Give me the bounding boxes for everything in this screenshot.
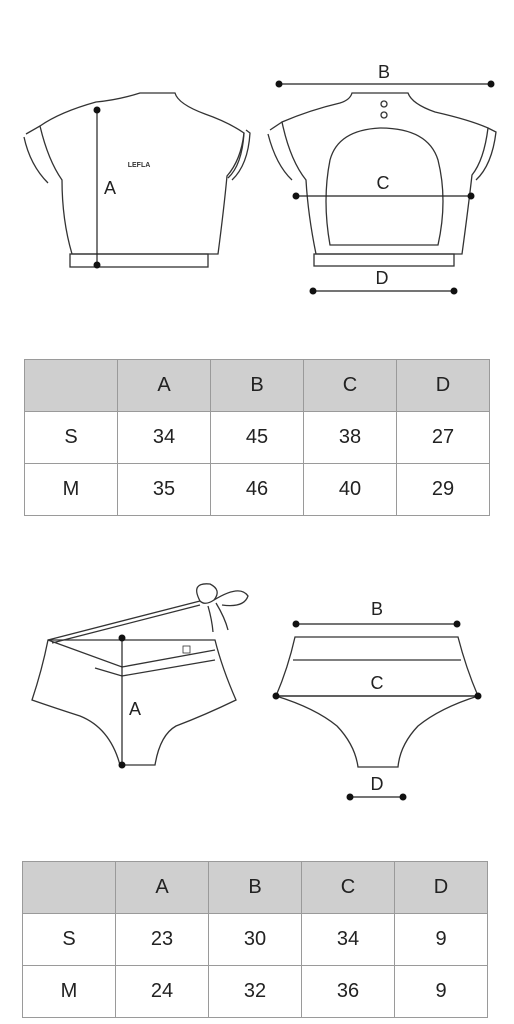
value-cell: 32 bbox=[209, 966, 302, 1018]
table-row bbox=[23, 966, 488, 1018]
value-cell: 23 bbox=[116, 914, 209, 966]
label-d: D bbox=[370, 774, 384, 794]
table-row bbox=[25, 412, 490, 464]
header-cell: D bbox=[395, 862, 488, 914]
brand-text: LEFLA bbox=[127, 162, 151, 169]
value-cell: 45 bbox=[211, 412, 304, 464]
label-b: B bbox=[370, 599, 384, 619]
table-row bbox=[25, 464, 490, 516]
measure-d-bottom bbox=[347, 774, 407, 801]
value-cell: 9 bbox=[395, 966, 488, 1018]
table-row bbox=[23, 914, 488, 966]
value-cell: 38 bbox=[304, 412, 397, 464]
measure-a-top bbox=[94, 107, 117, 269]
measure-b-bottom bbox=[293, 599, 461, 628]
value-cell: 46 bbox=[211, 464, 304, 516]
label-a: A bbox=[128, 699, 142, 719]
header-cell: A bbox=[118, 360, 211, 412]
header-cell: B bbox=[211, 360, 304, 412]
measure-c-top bbox=[293, 173, 475, 200]
top-front-view bbox=[24, 93, 250, 267]
value-cell: 40 bbox=[304, 464, 397, 516]
measure-d-top bbox=[310, 268, 458, 295]
label-a: A bbox=[103, 178, 117, 198]
label-d: D bbox=[375, 268, 389, 288]
size-cell: S bbox=[25, 412, 118, 464]
value-cell: 34 bbox=[302, 914, 395, 966]
value-cell: 27 bbox=[397, 412, 490, 464]
value-cell: 29 bbox=[397, 464, 490, 516]
label-b: B bbox=[377, 62, 391, 82]
table-header-row bbox=[23, 862, 488, 914]
header-cell bbox=[23, 862, 116, 914]
value-cell: 35 bbox=[118, 464, 211, 516]
bottom-size-table bbox=[22, 861, 488, 1018]
measure-a-bottom bbox=[119, 635, 142, 769]
top-measurement-diagram bbox=[0, 50, 514, 300]
header-cell: D bbox=[397, 360, 490, 412]
header-cell: C bbox=[302, 862, 395, 914]
value-cell: 34 bbox=[118, 412, 211, 464]
label-c: C bbox=[376, 173, 390, 193]
header-cell bbox=[25, 360, 118, 412]
value-cell: 24 bbox=[116, 966, 209, 1018]
bottom-measurement-diagram bbox=[0, 575, 514, 815]
table-header-row bbox=[25, 360, 490, 412]
value-cell: 30 bbox=[209, 914, 302, 966]
header-cell: A bbox=[116, 862, 209, 914]
header-cell: C bbox=[304, 360, 397, 412]
measure-c-bottom bbox=[273, 673, 482, 700]
header-cell: B bbox=[209, 862, 302, 914]
value-cell: 36 bbox=[302, 966, 395, 1018]
label-c: C bbox=[370, 673, 384, 693]
measure-b-top bbox=[276, 62, 495, 88]
size-cell: M bbox=[25, 464, 118, 516]
bottom-back-view bbox=[276, 637, 478, 767]
top-size-table bbox=[24, 359, 490, 516]
size-cell: M bbox=[23, 966, 116, 1018]
bottom-front-view bbox=[32, 584, 248, 765]
size-cell: S bbox=[23, 914, 116, 966]
value-cell: 9 bbox=[395, 914, 488, 966]
